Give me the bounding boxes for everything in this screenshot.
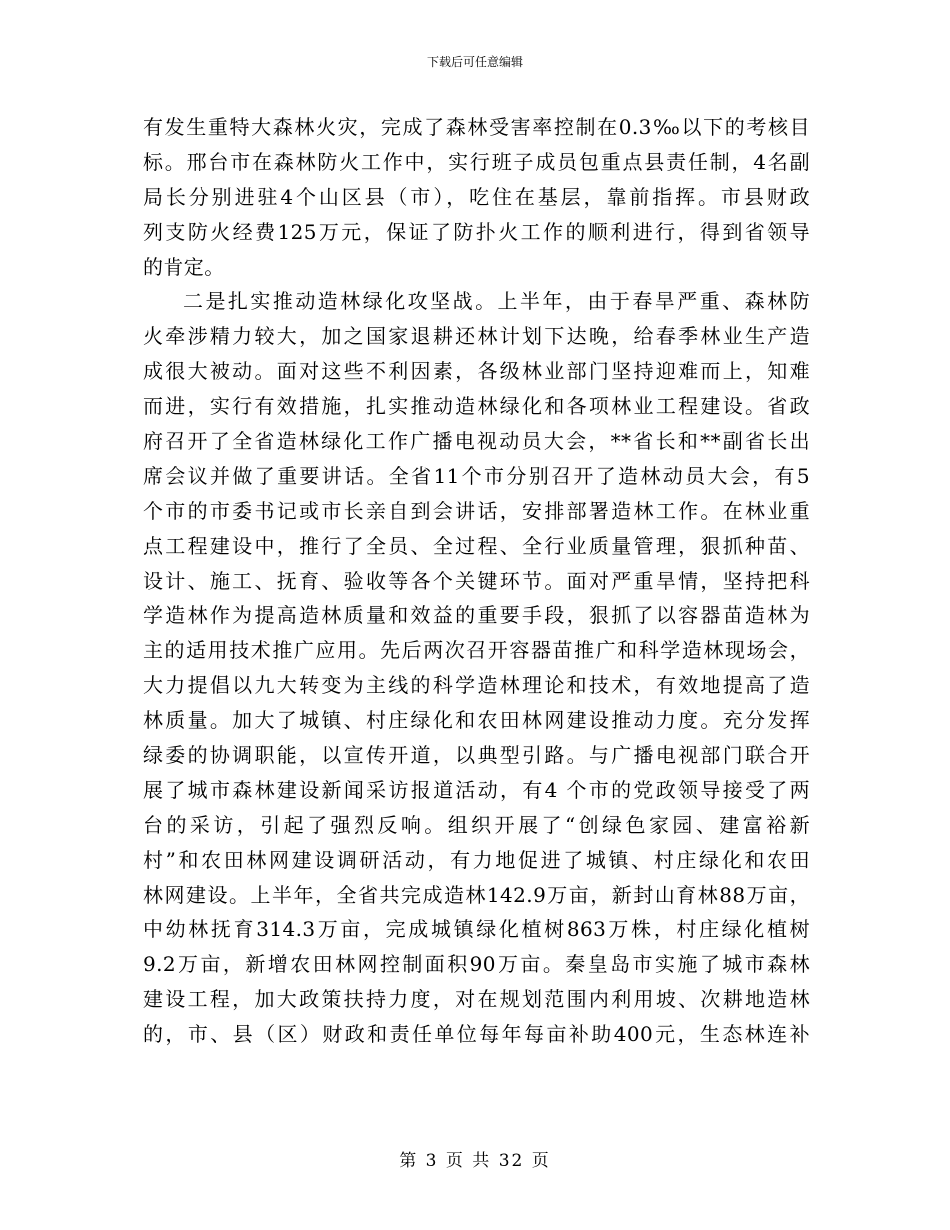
text-line: 建设工程，加大政策扶持力度，对在规划范围内利用坡、次耕地造林 [143,987,810,1012]
text-line: 席会议并做了重要讲话。全省11个市分别召开了造林动员大会，有5 [143,463,810,488]
paragraph-1 [143,110,810,284]
text-line: 局长分别进驻4个山区县（市），吃住在基层，靠前指挥。市县财政 [143,184,810,209]
text-line: 成很大被动。面对这些不利因素，各级林业部门坚持迎难而上，知难 [143,359,810,384]
text-line: 府召开了全省造林绿化工作广播电视动员大会，**省长和**副省长出 [143,429,810,454]
text-line: 学造林作为提高造林质量和效益的重要手段，狠抓了以容器苗造林为 [143,603,810,628]
text-line: 林网建设。上半年，全省共完成造林142.9万亩，新封山育林88万亩， [143,882,810,907]
text-line: 主的适用技术推广应用。先后两次召开容器苗推广和科学造林现场会， [143,638,810,663]
text-line: 的肯定。 [143,254,225,279]
text-line: 大力提倡以九大转变为主线的科学造林理论和技术，有效地提高了造 [143,673,810,698]
text-line: 标。邢台市在森林防火工作中，实行班子成员包重点县责任制，4名副 [143,149,810,174]
text-line: 展了城市森林建设新闻采访报道活动，有4 个市的党政领导接受了两 [143,777,810,802]
text-line: 点工程建设中，推行了全员、全过程、全行业质量管理，狠抓种苗、 [143,533,810,558]
text-line: 二是扎实推动造林绿化攻坚战。上半年，由于春旱严重、森林防 [183,289,810,314]
text-line: 列支防火经费125万元，保证了防扑火工作的顺利进行，得到省领导 [143,219,810,244]
document-body [143,110,810,1052]
page-header-note: 下载后可任意编辑 [426,55,523,69]
text-line: 9.2万亩，新增农田林网控制面积90万亩。秦皇岛市实施了城市森林 [143,952,810,977]
text-line: 设计、施工、抚育、验收等各个关键环节。面对严重旱情，坚持把科 [143,568,810,593]
text-line: 个市的市委书记或市长亲自到会讲话，安排部署造林工作。在林业重 [143,498,810,523]
text-line: 而进，实行有效措施，扎实推动造林绿化和各项林业工程建设。省政 [143,394,810,419]
text-line: 绿委的协调职能，以宣传开道，以典型引路。与广播电视部门联合开 [143,743,810,768]
text-line: 中幼林抚育314.3万亩，完成城镇绿化植树863万株，村庄绿化植树 [143,917,810,942]
text-line: 台的采访，引起了强烈反响。组织开展了“创绿色家园、建富裕新 [143,812,810,837]
text-line: 的，市、县（区）财政和责任单位每年每亩补助400元，生态林连补 [143,1022,810,1047]
text-line: 林质量。加大了城镇、村庄绿化和农田林网建设推动力度。充分发挥 [143,708,810,733]
page-number-footer: 第 3 页 共 32 页 [399,1151,551,1171]
text-line: 有发生重特大森林火灾，完成了森林受害率控制在0.3‰以下的考核目 [143,115,810,139]
text-line: 火牵涉精力较大，加之国家退耕还林计划下达晚，给春季林业生产造 [143,324,810,349]
text-line: 村”和农田林网建设调研活动，有力地促进了城镇、村庄绿化和农田 [143,847,810,872]
paragraph-2 [143,284,810,1052]
